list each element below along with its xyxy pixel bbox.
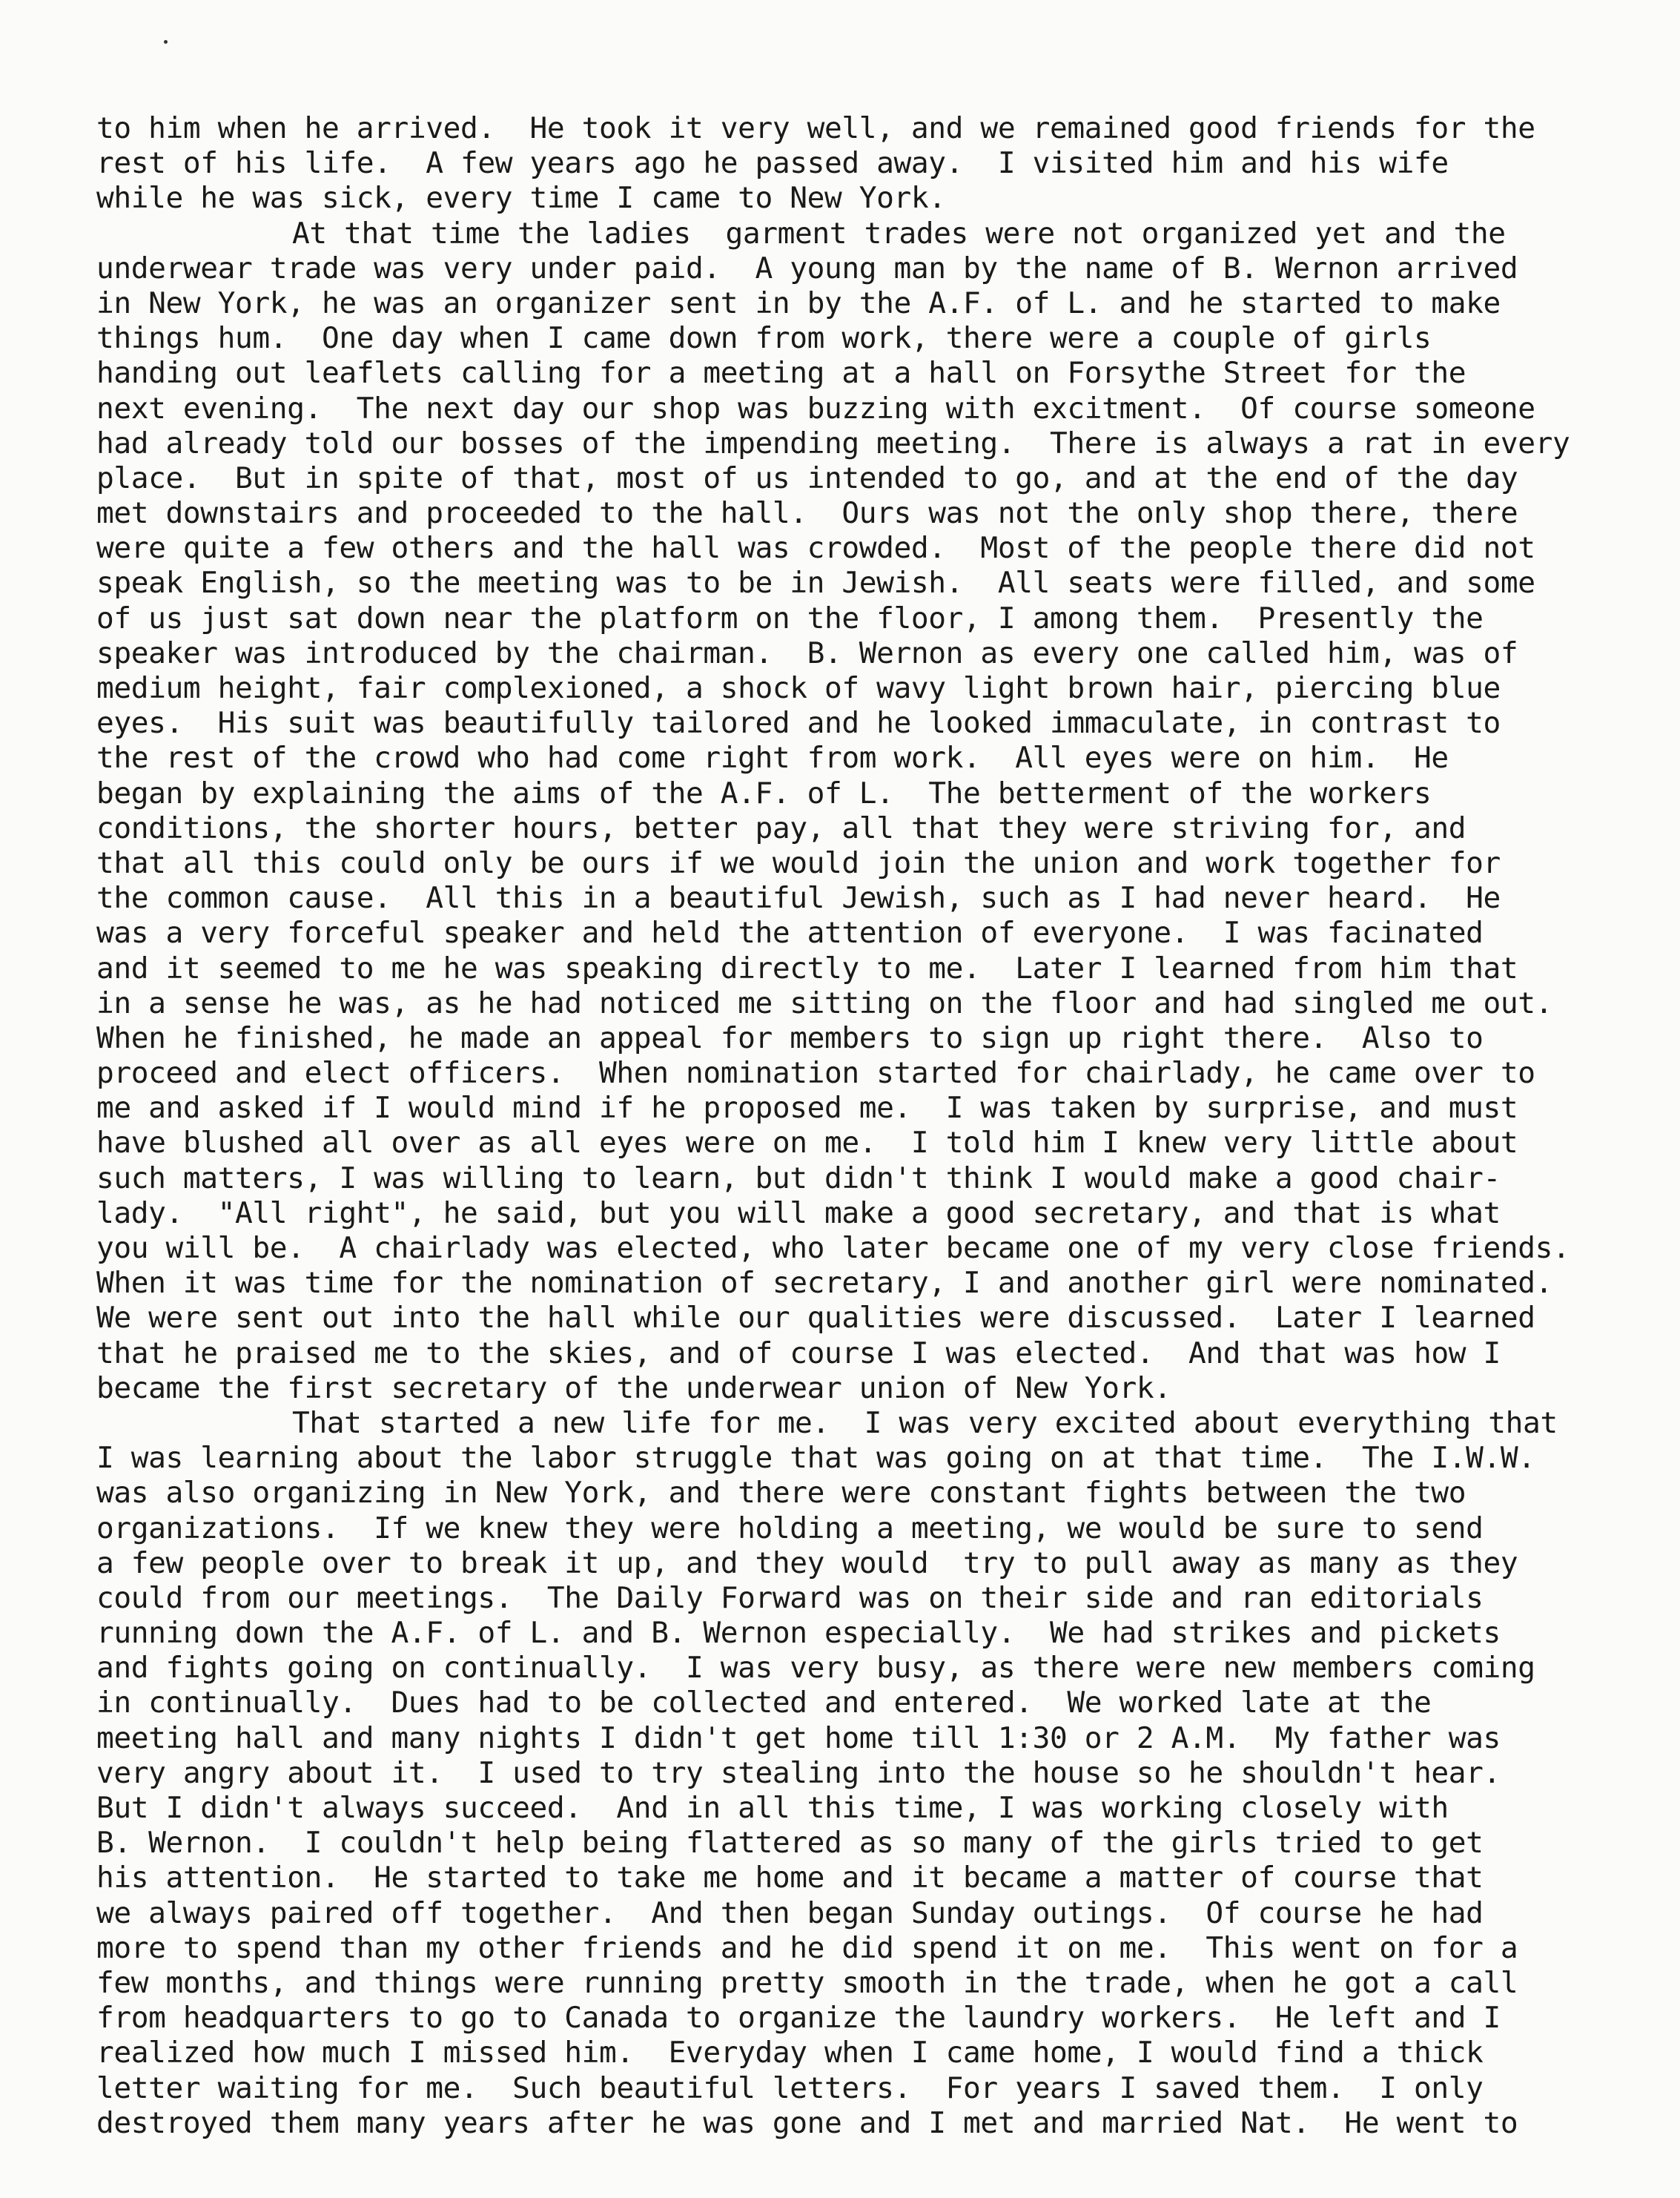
text-line: realized how much I missed him. Everyday when I came home, I would find a thick <box>96 2036 1484 2070</box>
text-line: in New York, he was an organizer sent in by the A.F. of L. and he started to make <box>96 286 1501 320</box>
text-line: lady. "All right", he said, but you will make a good secretary, and that is what <box>96 1195 1501 1230</box>
text-line: When it was time for the nomination of secretary, I and another girl were nominated. <box>96 1266 1553 1301</box>
text-line: were quite a few others and the hall was crowded. Most of the people there did not <box>96 531 1535 566</box>
text-line: we always paired off together. And then began Sunday outings. Of course he had <box>96 1895 1484 1930</box>
text-line: me and asked if I would mind if he proposed me. I was taken by surprise, and must <box>96 1091 1518 1126</box>
text-line: was a very forceful speaker and held the attention of everyone. I was facinated <box>96 916 1484 951</box>
text-line: had already told our bosses of the impending meeting. There is always a rat in every <box>96 426 1570 461</box>
text-line: met downstairs and proceeded to the hall. Ours was not the only shop there, there <box>96 496 1518 531</box>
text-line: organizations. If we knew they were holding a meeting, we would be sure to send <box>96 1511 1484 1545</box>
text-line: B. Wernon. I couldn't help being flattered as so many of the girls tried to get <box>96 1826 1484 1861</box>
text-line: very angry about it. I used to try stealing into the house so he shouldn't hear. <box>96 1755 1501 1790</box>
text-line: things hum. One day when I came down from work, there were a couple of girls <box>96 321 1432 356</box>
text-line: place. But in spite of that, most of us intended to go, and at the end of the day <box>96 461 1518 495</box>
text-line: running down the A.F. of L. and B. Wernon especially. We had strikes and pickets <box>96 1616 1501 1651</box>
ink-speck <box>164 40 168 44</box>
text-line: have blushed all over as all eyes were on me. I told him I knew very little about <box>96 1126 1518 1161</box>
text-line: few months, and things were running pretty smooth in the trade, when he got a call <box>96 1965 1518 2000</box>
text-line: to him when he arrived. He took it very well, and we remained good friends for the <box>96 111 1535 145</box>
text-line: the rest of the crowd who had come right from work. All eyes were on him. He <box>96 741 1449 776</box>
text-line: eyes. His suit was beautifully tailored and he looked immaculate, in contrast to <box>96 706 1501 741</box>
text-line: rest of his life. A few years ago he passed away. I visited him and his wife <box>96 146 1449 181</box>
text-line: while he was sick, every time I came to New York. <box>96 181 946 216</box>
text-line: next evening. The next day our shop was buzzing with excitment. Of course someone <box>96 391 1535 426</box>
text-line: began by explaining the aims of the A.F. of L. The betterment of the workers <box>96 776 1432 811</box>
text-line: became the first secretary of the underwear union of New York. <box>96 1370 1171 1405</box>
text-line: could from our meetings. The Daily Forward was on their side and ran editorials <box>96 1580 1484 1615</box>
text-line: When he finished, he made an appeal for members to sign up right there. Also to <box>96 1020 1484 1055</box>
text-line: you will be. A chairlady was elected, who later became one of my very close friends. <box>96 1231 1570 1265</box>
text-line: a few people over to break it up, and they would try to pull away as many as they <box>96 1545 1518 1580</box>
text-line: speaker was introduced by the chairman. B. Wernon as every one called him, was of <box>96 636 1518 670</box>
text-line: destroyed them many years after he was gone and I met and married Nat. He went to <box>96 2105 1518 2140</box>
text-line: But I didn't always succeed. And in all this time, I was working closely with <box>96 1791 1449 1825</box>
text-line: that he praised me to the skies, and of course I was elected. And that was how I <box>96 1336 1501 1370</box>
text-line: proceed and elect officers. When nomination started for chairlady, he came over to <box>96 1056 1535 1091</box>
paragraph-start-line: At that time the ladies garment trades were not organized yet and the <box>292 216 1506 251</box>
text-line: I was learning about the labor struggle that was going on at that time. The I.W.W. <box>96 1441 1535 1476</box>
text-line: the common cause. All this in a beautiful Jewish, such as I had never heard. He <box>96 881 1501 916</box>
text-line: underwear trade was very under paid. A young man by the name of B. Wernon arrived <box>96 251 1518 286</box>
paragraph-start-line: That started a new life for me. I was very excited about everything that <box>292 1405 1558 1440</box>
text-line: We were sent out into the hall while our qualities were discussed. Later I learned <box>96 1301 1535 1336</box>
text-line: that all this could only be ours if we would join the union and work together for <box>96 845 1501 880</box>
text-line: letter waiting for me. Such beautiful letters. For years I saved them. I only <box>96 2070 1484 2105</box>
text-line: speak English, so the meeting was to be in Jewish. All seats were filled, and some <box>96 566 1535 601</box>
text-line: handing out leaflets calling for a meeting at a hall on Forsythe Street for the <box>96 356 1466 391</box>
text-line: from headquarters to go to Canada to organize the laundry workers. He left and I <box>96 2001 1501 2036</box>
body-text <box>96 111 1638 2141</box>
text-line: meeting hall and many nights I didn't get home till 1:30 or 2 A.M. My father was <box>96 1720 1501 1755</box>
text-line: conditions, the shorter hours, better pay, all that they were striving for, and <box>96 811 1466 845</box>
text-line: his attention. He started to take me home and it became a matter of course that <box>96 1861 1484 1895</box>
text-line: in a sense he was, as he had noticed me sitting on the floor and had singled me out. <box>96 986 1553 1020</box>
text-line: medium height, fair complexioned, a shock of wavy light brown hair, piercing blue <box>96 671 1501 705</box>
text-line: in continually. Dues had to be collected and entered. We worked late at the <box>96 1686 1432 1720</box>
text-line: more to spend than my other friends and he did spend it on me. This went on for a <box>96 1930 1518 1965</box>
text-line: such matters, I was willing to learn, but didn't think I would make a good chair- <box>96 1161 1501 1195</box>
text-line: of us just sat down near the platform on the floor, I among them. Presently the <box>96 601 1484 636</box>
text-line: and it seemed to me he was speaking directly to me. Later I learned from him that <box>96 951 1518 986</box>
text-line: and fights going on continually. I was very busy, as there were new members coming <box>96 1651 1535 1686</box>
text-line: was also organizing in New York, and there were constant fights between the two <box>96 1476 1466 1511</box>
